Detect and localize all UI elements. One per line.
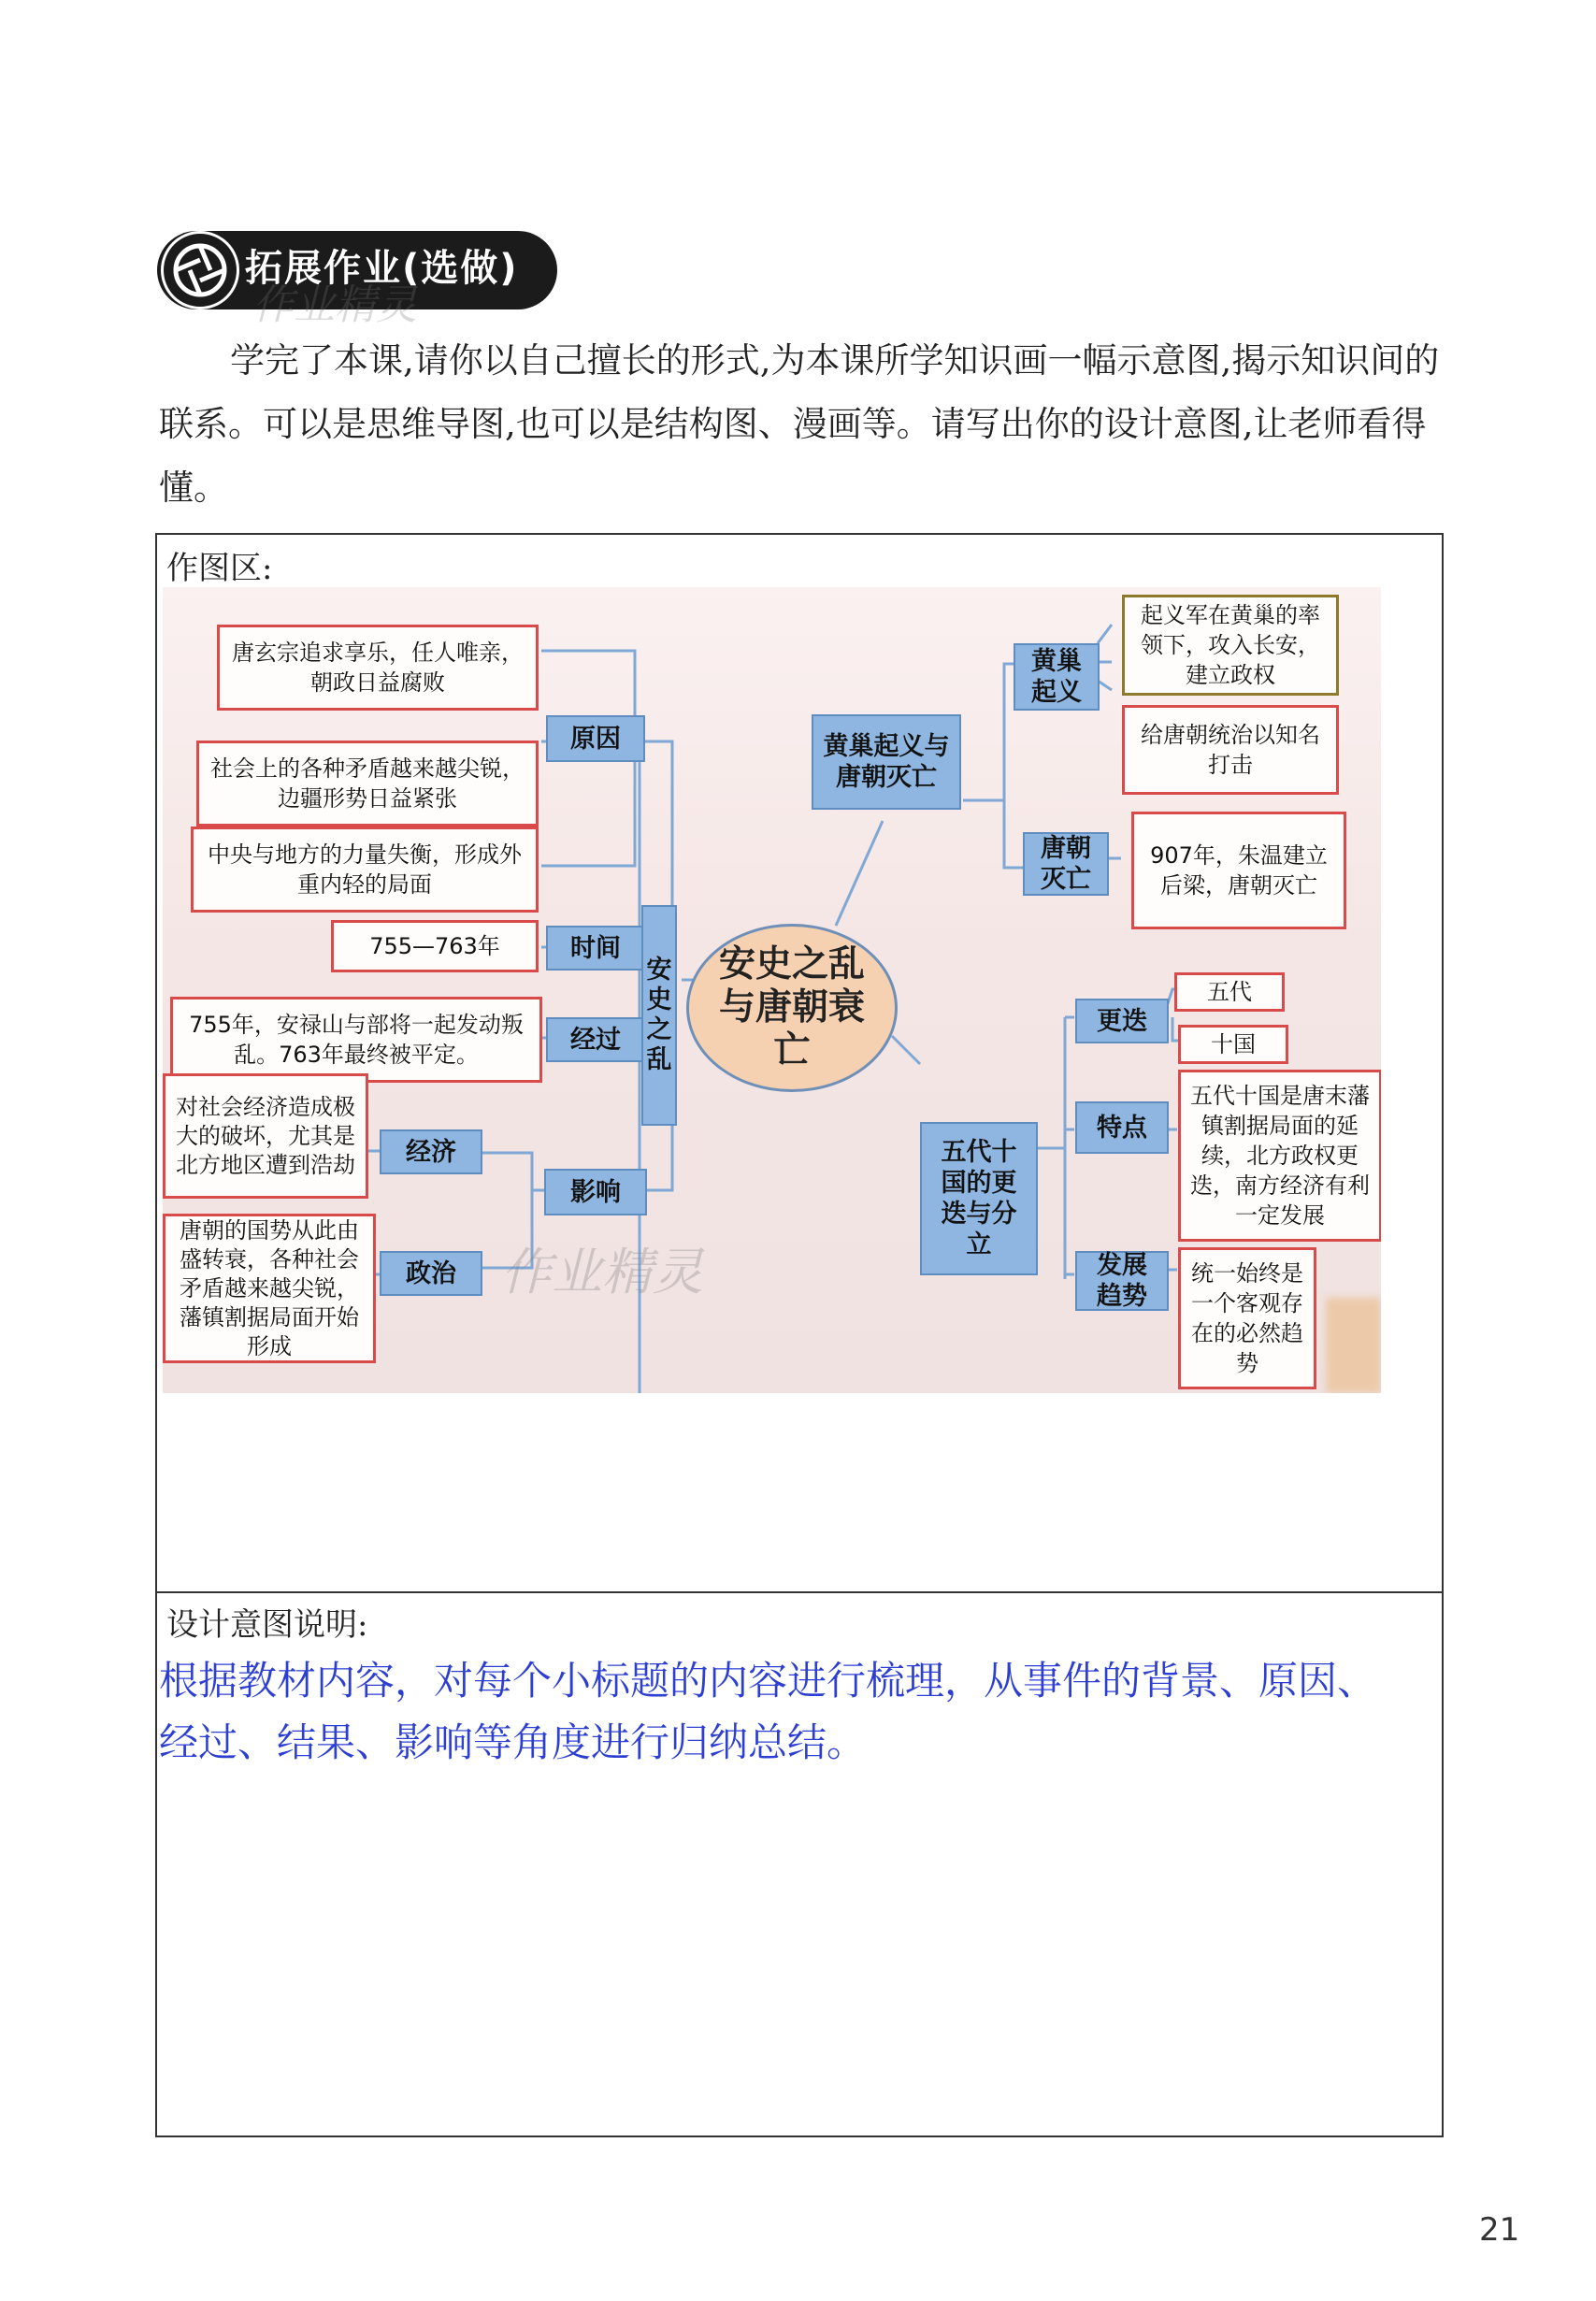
instructions-text: 学完了本课,请你以自己擅长的形式,为本课所学知识画一幅示意图,揭示知识间的联系。可以是思维导图,也可以是结构图、漫画等。请写出你的设计意图,让老师看得懂。	[159, 340, 1440, 508]
trend-item: 统一始终是一个客观存在的必然趋势	[1178, 1247, 1316, 1389]
wudai-topic: 五代十国的更迭与分立	[920, 1122, 1038, 1275]
politics-label: 政治	[380, 1251, 482, 1296]
features-label: 特点	[1075, 1101, 1169, 1154]
politics-item: 唐朝的国势从此由盛转衰，各种社会矛盾越来越尖锐，藩镇割据局面开始形成	[163, 1214, 376, 1363]
fall-item: 907年，朱温建立后梁，唐朝灭亡	[1131, 812, 1346, 929]
uprising-item-1: 起义军在黄巢的率领下，攻入长安，建立政权	[1122, 595, 1339, 696]
process-label: 经过	[546, 1017, 645, 1062]
economy-label: 经济	[380, 1129, 482, 1174]
huangchao-topic: 黄巢起义与唐朝灭亡	[812, 714, 961, 810]
reason-item-2: 社会上的各种矛盾越来越尖锐，边疆形势日益紧张	[196, 741, 539, 827]
center-topic: 安史之乱与唐朝衰亡	[686, 924, 898, 1092]
left-main-label: 安史之乱	[641, 905, 677, 1126]
economy-item: 对社会经济造成极大的破坏，尤其是北方地区遭到浩劫	[163, 1073, 368, 1199]
frame-divider	[155, 1591, 1444, 1593]
mindmap-image	[163, 587, 1381, 1393]
succession-label: 更迭	[1075, 999, 1169, 1043]
influence-label: 影响	[544, 1169, 647, 1215]
process-item: 755年，安禄山与部将一起发动叛乱。763年最终被平定。	[170, 997, 542, 1083]
watermark-top: 作业精灵	[252, 281, 417, 329]
reason-item-1: 唐玄宗追求享乐，任人唯亲，朝政日益腐败	[217, 625, 539, 711]
blurred-corner	[1326, 1298, 1381, 1393]
drawing-area-label: 作图区:	[166, 550, 273, 587]
page-number: 21	[1479, 2211, 1520, 2249]
time-label: 时间	[546, 926, 645, 971]
uprising-label: 黄巢起义	[1014, 643, 1100, 711]
succession-item-1: 五代	[1174, 972, 1285, 1012]
succession-item-2: 十国	[1178, 1025, 1288, 1064]
instructions	[159, 329, 1449, 520]
fall-label: 唐朝灭亡	[1023, 832, 1109, 896]
reason-label: 原因	[546, 715, 645, 762]
shutter-icon	[161, 231, 239, 309]
section-title: 拓展作业(选做)	[245, 247, 519, 290]
features-item: 五代十国是唐末藩镇割据局面的延续，北方政权更迭，南方经济有利一定发展	[1178, 1070, 1381, 1242]
design-label: 设计意图说明:	[166, 1606, 368, 1644]
design-answer: 根据教材内容，对每个小标题的内容进行梳理，从事件的背景、原因、经过、结果、影响等角度进行归纳总结。	[159, 1658, 1377, 1765]
time-item: 755—763年	[331, 920, 539, 972]
trend-label: 发展趋势	[1075, 1251, 1169, 1311]
reason-item-3: 中央与地方的力量失衡，形成外重内轻的局面	[191, 827, 539, 913]
watermark-center: 作业精灵	[501, 1243, 703, 1302]
uprising-item-2: 给唐朝统治以知名打击	[1122, 705, 1339, 795]
